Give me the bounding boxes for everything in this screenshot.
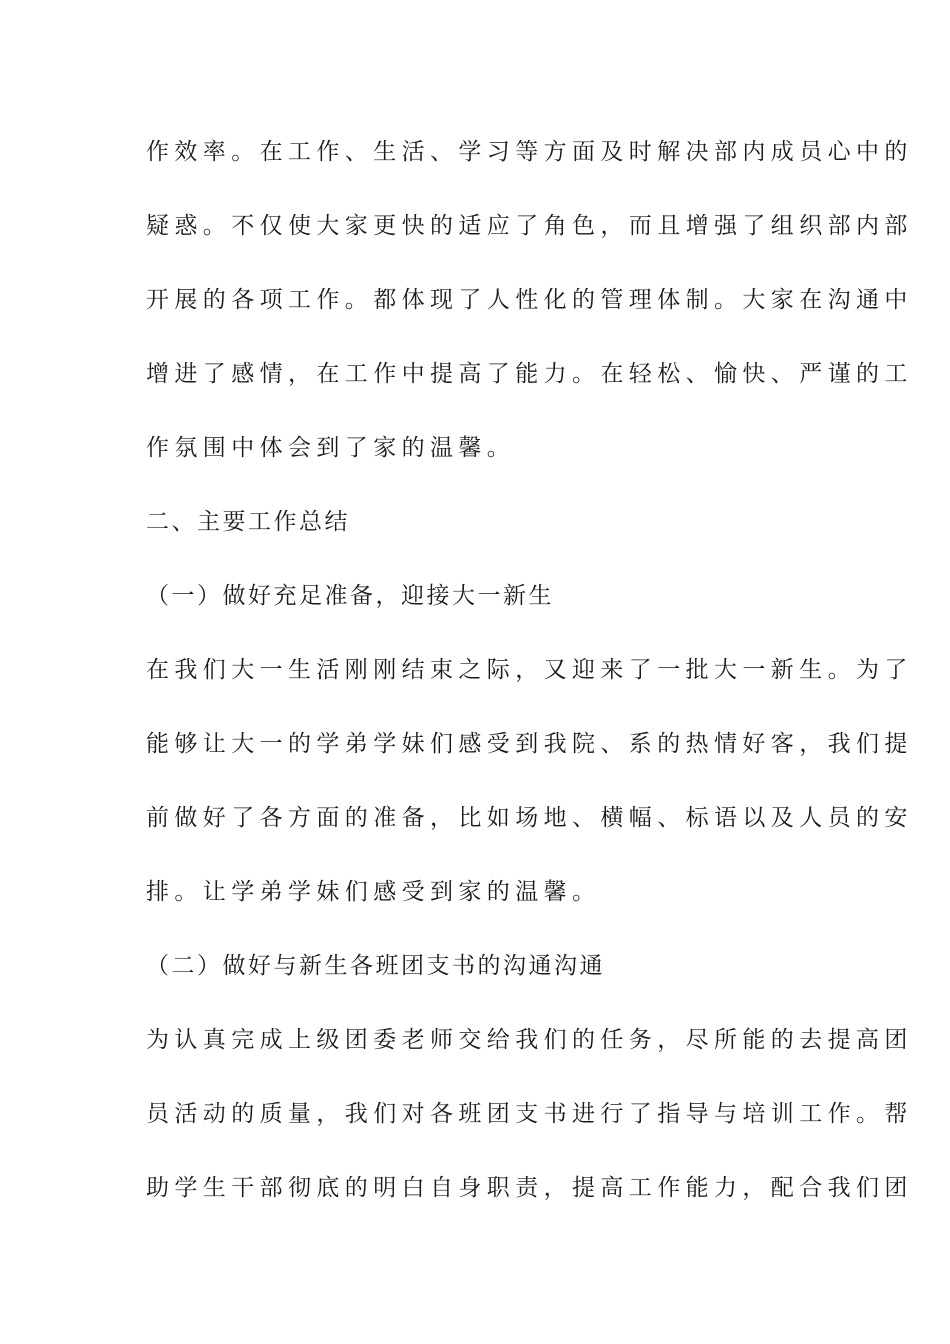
- paragraph-line: 能够让大一的学弟学妹们感受到我院、系的热情好客，我们提: [146, 731, 913, 757]
- paragraph-line: 开展的各项工作。都体现了人性化的管理体制。大家在沟通中: [146, 287, 913, 313]
- paragraph-line: 前做好了各方面的准备，比如场地、横幅、标语以及人员的安: [146, 805, 913, 831]
- paragraph-line: 助学生干部彻底的明白自身职责，提高工作能力，配合我们团: [146, 1175, 913, 1201]
- subsection-heading: （二）做好与新生各班团支书的沟通沟通: [146, 953, 605, 979]
- paragraph-line: 增进了感情，在工作中提高了能力。在轻松、愉快、严谨的工: [146, 361, 913, 387]
- paragraph-line: 作效率。在工作、生活、学习等方面及时解决部内成员心中的: [146, 139, 913, 165]
- paragraph-line: 员活动的质量，我们对各班团支书进行了指导与培训工作。帮: [146, 1101, 913, 1127]
- subsection-heading: （一）做好充足准备，迎接大一新生: [146, 583, 554, 609]
- paragraph-line: 作氛围中体会到了家的温馨。: [146, 435, 516, 461]
- paragraph-line: 在我们大一生活刚刚结束之际，又迎来了一批大一新生。为了: [146, 657, 913, 683]
- paragraph-line: 为认真完成上级团委老师交给我们的任务，尽所能的去提高团: [146, 1027, 913, 1053]
- paragraph-line: 疑惑。不仅使大家更快的适应了角色，而且增强了组织部内部: [146, 213, 913, 239]
- section-heading: 二、主要工作总结: [146, 509, 350, 535]
- paragraph-line: 排。让学弟学妹们感受到家的温馨。: [146, 879, 601, 905]
